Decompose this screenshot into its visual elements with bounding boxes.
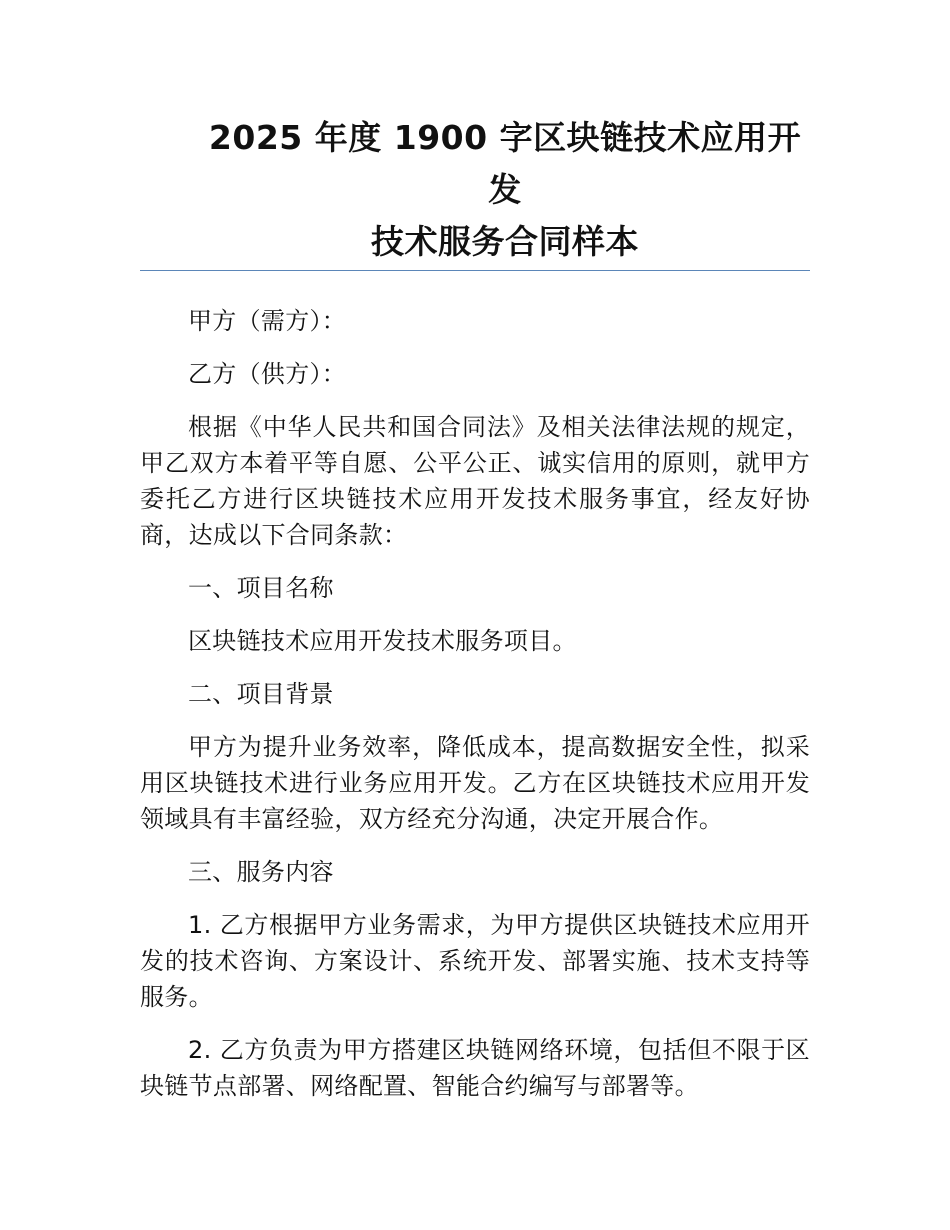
title-line-2: 技术服务合同样本 [371,222,639,261]
document-title [140,112,810,268]
service-item-1: 1. 乙方根据甲方业务需求，为甲方提供区块链技术应用开发的技术咨询、方案设计、系统开发、部署实施、技术支持等服务。 [140,911,810,1011]
title-line-1: 2025 年度 1900 字区块链技术应用开发 [208,118,802,209]
section-heading-service-content: 三、服务内容 [188,858,334,886]
section-heading-project-name: 一、项目名称 [188,574,334,602]
party-b-line: 乙方（供方）： [188,360,347,388]
title-underline [140,270,810,271]
background-paragraph: 甲方为提升业务效率，降低成本，提高数据安全性，拟采用区块链技术进行业务应用开发。乙方在区块链技术应用开发领域具有丰富经验，双方经充分沟通，决定开展合作。 [140,733,810,833]
project-name-paragraph: 区块链技术应用开发技术服务项目。 [188,627,577,655]
section-heading-background: 二、项目背景 [188,680,334,708]
party-a-line: 甲方（需方）： [188,307,347,335]
service-item-2: 2. 乙方负责为甲方搭建区块链网络环境，包括但不限于区块链节点部署、网络配置、智能合约编写与部署等。 [140,1036,810,1100]
preamble-paragraph: 根据《中华人民共和国合同法》及相关法律法规的规定，甲乙双方本着平等自愿、公平公正、诚实信用的原则，就甲方委托乙方进行区块链技术应用开发技术服务事宜，经友好协商，达成以下合同条款： [140,413,810,549]
document-page [140,112,810,1121]
